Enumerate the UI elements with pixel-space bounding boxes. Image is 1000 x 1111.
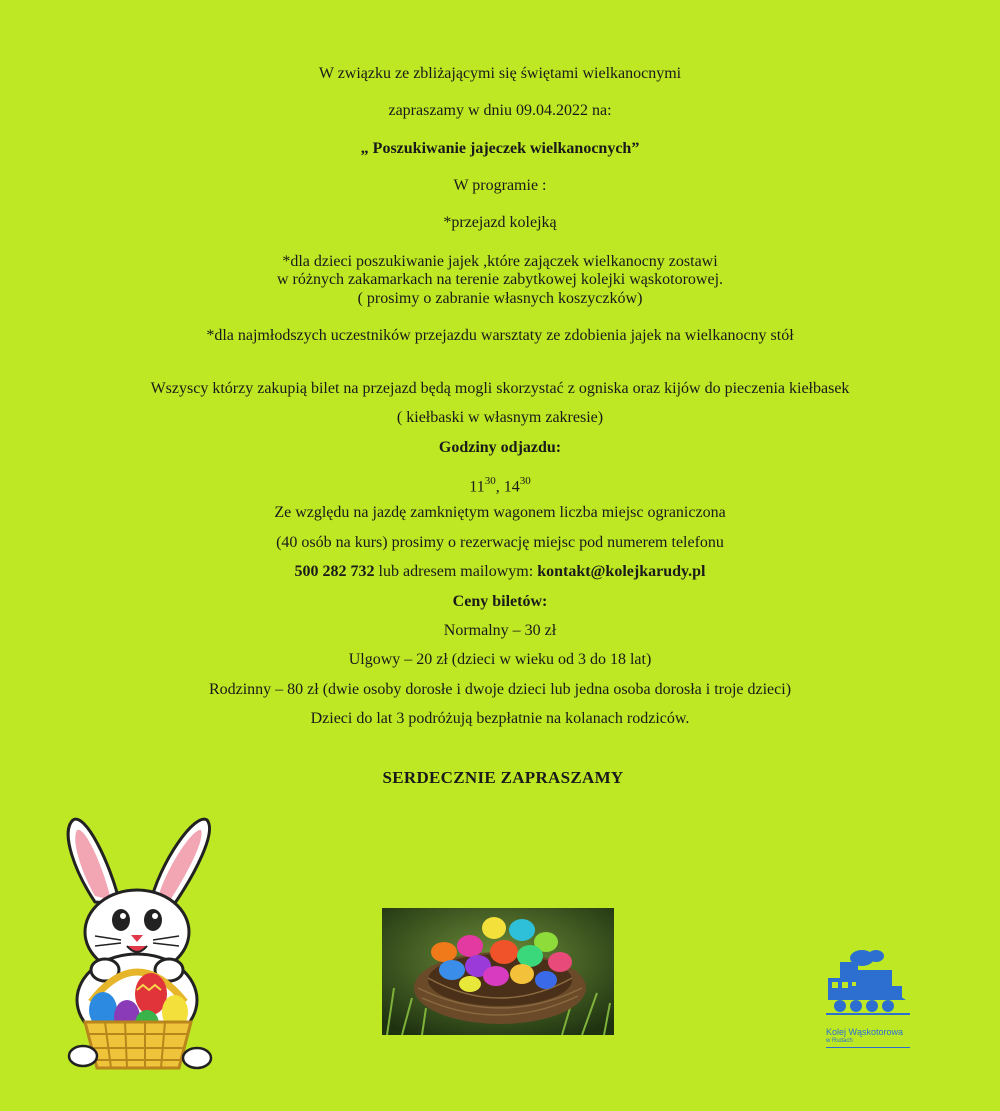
price-normal: Normalny – 30 zł — [443, 622, 557, 639]
program-item-train-ride: *przejazd kolejką — [443, 214, 557, 231]
seats-line-1: Ze względu na jazdę zamkniętym wagonem liczba miejsc ograniczona — [274, 504, 726, 521]
departure-times — [0, 473, 1000, 496]
intro-line-2: zapraszamy w dniu 09.04.2022 na: — [388, 102, 612, 119]
price-family: Rodzinny – 80 zł (dwie osoby dorosłe i dwoje dzieci lub jedna osoba dorosła i troje dzieci) — [208, 681, 792, 698]
intro-line-1: W związku ze zbliżającymi się świętami wielkanocnymi — [318, 65, 682, 82]
departure-separator: , — [495, 478, 504, 496]
departure-1-hour: 11 — [469, 478, 485, 496]
contact-line — [0, 563, 1000, 581]
steam-locomotive-icon — [826, 948, 910, 1018]
logo-name: Kolej Wąskotorowa — [826, 1027, 904, 1037]
logo-underline — [826, 1047, 910, 1048]
price-free: Dzieci do lat 3 podróżują bezpłatnie na kolanach rodziców. — [310, 710, 690, 727]
bonfire-line-1: Wszyscy którzy zakupią bilet na przejazd będą mogli skorzystać z ogniska oraz kijów do pieczenia kiełbasek — [150, 380, 850, 397]
logo-place: w Rudach — [826, 1038, 853, 1044]
bunny-with-basket-icon — [55, 812, 225, 1078]
departure-2-minutes: 30 — [519, 475, 531, 487]
program-item-workshop: *dla najmłodszych uczestników przejazdu warsztaty ze zdobienia jajek na wielkanocny stół — [206, 327, 794, 344]
program-item-egg-hunt-line3: ( prosimy o zabranie własnych koszyczków) — [357, 290, 643, 307]
contact-mid-text: lub adresem mailowym: — [374, 563, 538, 580]
prices-heading: Ceny biletów: — [452, 593, 548, 610]
departure-1-minutes: 30 — [484, 475, 496, 487]
departures-heading: Godziny odjazdu: — [438, 439, 562, 456]
price-reduced: Ulgowy – 20 zł (dzieci w wieku od 3 do 18 lat) — [348, 651, 652, 668]
train-logo — [826, 948, 910, 1046]
bonfire-line-2: ( kiełbaski w własnym zakresie) — [396, 409, 604, 426]
event-title: „ Poszukiwanie jajeczek wielkanocnych” — [360, 140, 640, 157]
program-heading: W programie : — [453, 177, 547, 194]
seats-line-2: (40 osób na kurs) prosimy o rezerwację miejsc pod numerem telefonu — [276, 534, 724, 551]
departure-2-hour: 14 — [503, 478, 520, 496]
egg-nest-photo — [382, 908, 614, 1035]
email-address[interactable]: kontakt@kolejkarudy.pl — [537, 563, 706, 580]
phone-number[interactable]: 500 282 732 — [294, 563, 375, 580]
program-item-egg-hunt: *dla dzieci poszukiwanie jajek ,które zajączek wielkanocny zostawi — [282, 253, 718, 270]
program-item-egg-hunt-line2: w różnych zakamarkach na terenie zabytkowej kolejki wąskotorowej. — [276, 271, 724, 288]
closing-invitation: SERDECZNIE ZAPRASZAMY — [382, 768, 624, 787]
